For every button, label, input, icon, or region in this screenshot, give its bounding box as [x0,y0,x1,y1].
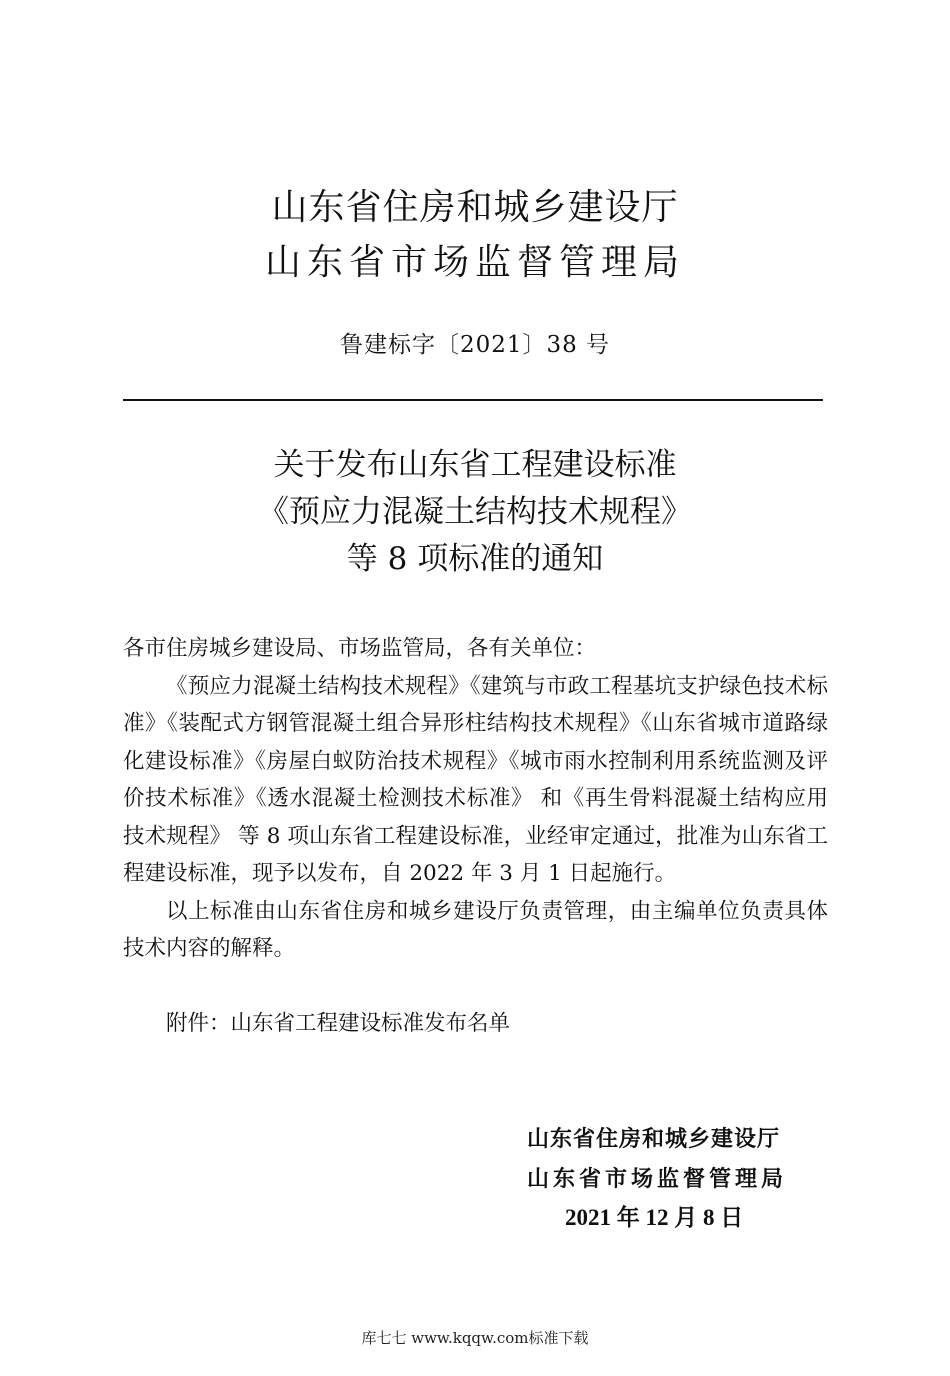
body-paragraph-standards-list: 《预应力混凝土结构技术规程》《建筑与市政工程基坑支护绿色技术标准》《装配式方钢管混凝土组合异形柱结构技术规程》《山东省城市道路绿化建设标准》《房屋白蚁防治技术规程》《城市雨水控制利用系统监测及评价技术标准》《透水混凝土检测技术标准》 和《再生骨料混凝土结构应用技术规程》 等 8 项山东省工程建设标准，业经审定通过，批准为山东省工程建设标准，现予以发布，自 2022 年 3 月 1 日起施行。 [123,673,828,886]
notice-title-line-3: 等 8 项标准的通知 [346,541,604,577]
issuer-name-housing-department: 山东省住房和城乡建设厅 [271,187,679,228]
issuer-name-market-regulation: 山东省市场监督管理局 [264,242,685,283]
header-divider [123,399,823,401]
signature-housing-department: 山东省住房和城乡建设厅 [527,1127,781,1152]
notice-title-line-2: 《预应力混凝土结构技术规程》 [258,494,692,530]
body-paragraph-management: 以上标准由山东省住房和城乡建设厅负责管理，由主编单位负责具体技术内容的解释。 [123,898,828,961]
signature-date: 2021 年 12 月 8 日 [565,1205,744,1230]
salutation: 各市住房城乡建设局、市场监管局，各有关单位： [123,636,597,661]
document-number: 鲁建标字〔2021〕38 号 [339,332,611,358]
signature-market-regulation: 山东省市场监督管理局 [527,1167,788,1192]
notice-title-line-1: 关于发布山东省工程建设标准 [273,447,677,483]
notice-body [123,630,828,1042]
attachment-note: 附件：山东省工程建设标准发布名单 [166,1010,511,1036]
footer-watermark-text: 库七七 www.kqqw.com标准下载 [361,1329,589,1347]
